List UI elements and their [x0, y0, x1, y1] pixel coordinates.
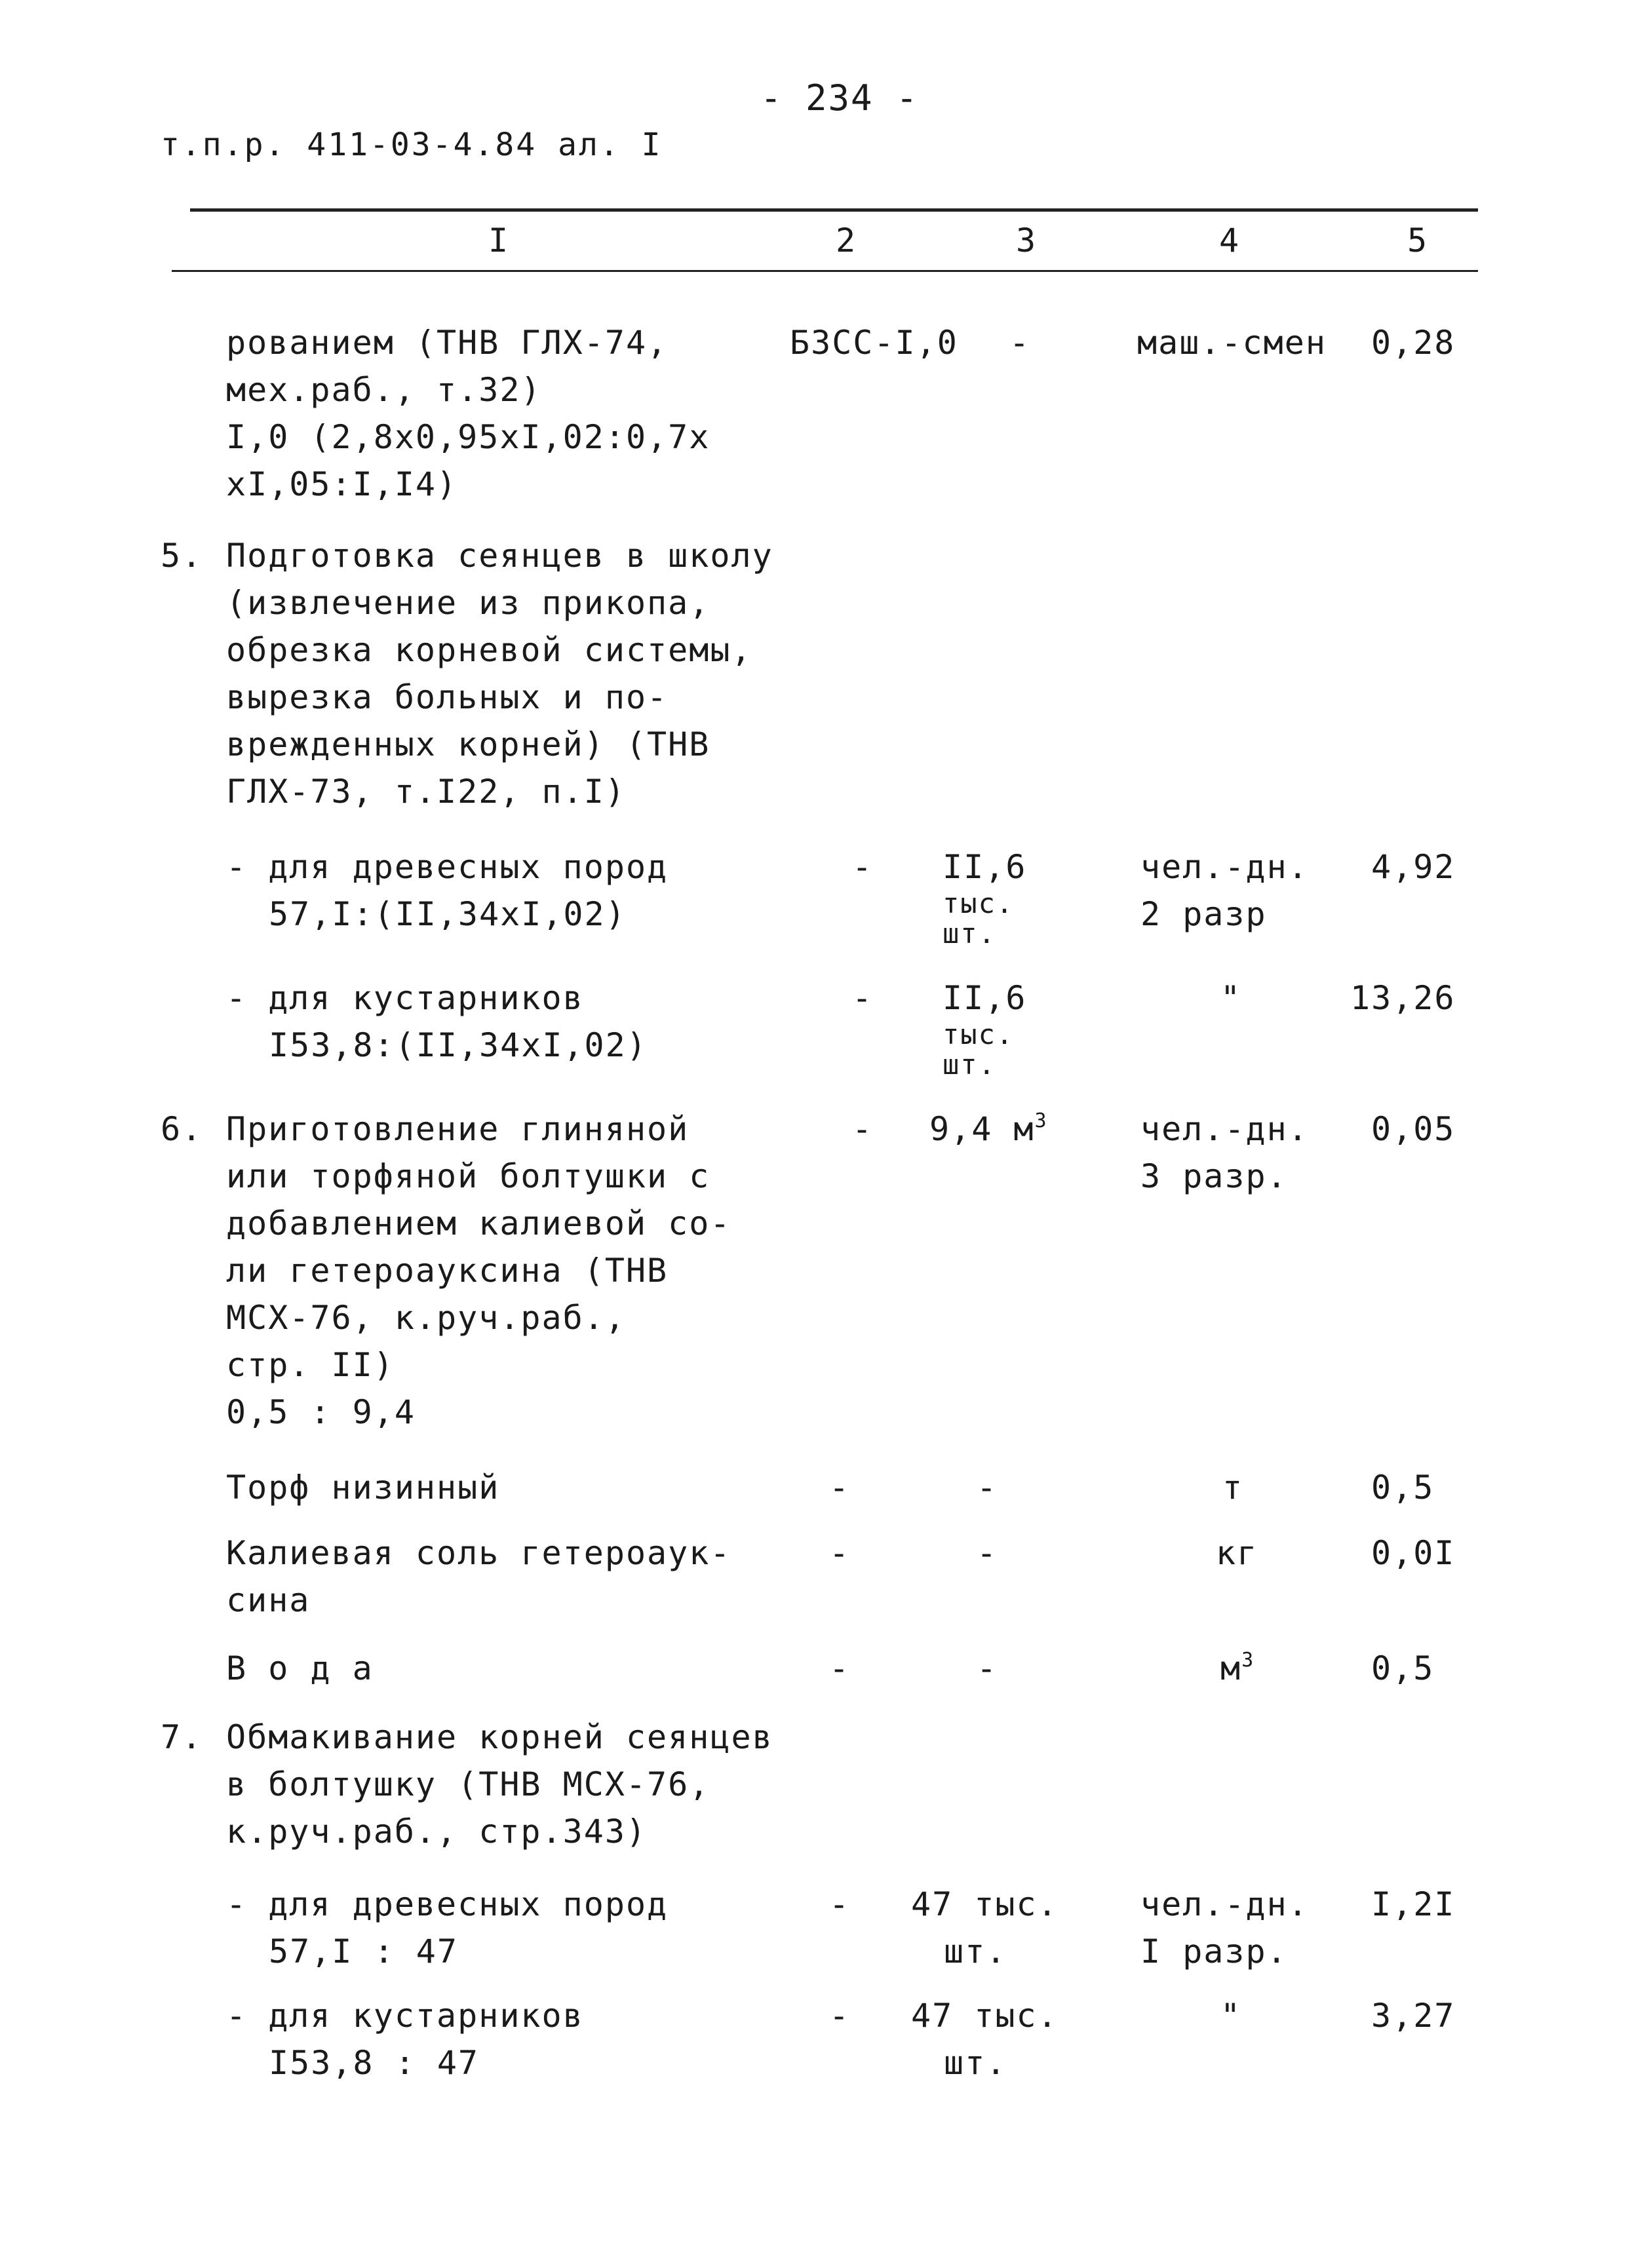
- row-text-line: ли гетероауксина (ТНВ: [226, 1252, 669, 1290]
- cell-quantity-unit: шт.: [944, 2044, 1007, 2082]
- cell-quantity-unit: шт.: [943, 917, 996, 950]
- cell-equipment: -: [829, 1997, 851, 2035]
- cell-unit-ditto: ": [1220, 979, 1242, 1017]
- row-text-line: Калиевая соль гетероаук-: [226, 1534, 731, 1572]
- cell-unit-ditto: ": [1220, 1997, 1242, 2035]
- cell-equipment: БЗСС-I,0: [790, 324, 958, 362]
- row-text-line: или торфяной болтушки с: [226, 1157, 710, 1195]
- row-text-line: рованием (ТНВ ГЛХ-74,: [226, 324, 669, 362]
- unit-value: м: [1220, 1649, 1242, 1687]
- cell-quantity: -: [977, 1534, 998, 1572]
- cell-quantity-unit: тыс.: [943, 887, 1015, 919]
- cell-quantity-unit: шт.: [944, 1932, 1007, 1970]
- row-text-line: Подготовка сеянцев в школу: [226, 537, 773, 575]
- row-text-line: к.руч.раб., стр.343): [226, 1813, 648, 1851]
- cell-equipment: -: [829, 1649, 851, 1687]
- cell-equipment: -: [852, 848, 874, 886]
- cell-equipment: -: [829, 1534, 851, 1572]
- row-text-line: xI,05:I,I4): [226, 465, 458, 503]
- row-text-line: стр. II): [226, 1346, 395, 1384]
- cell-equipment: -: [852, 979, 874, 1017]
- row-text-line: 57,I : 47: [269, 1932, 458, 1970]
- column-header-5: 5: [1407, 221, 1428, 259]
- item-number: 5.: [161, 537, 203, 575]
- cell-value: 0,5: [1371, 1649, 1435, 1687]
- row-text-line: - для кустарников: [226, 979, 584, 1017]
- row-text-line: - для кустарников: [226, 1997, 584, 2035]
- column-header-2: 2: [835, 221, 856, 259]
- cell-value: 0,5: [1371, 1469, 1435, 1507]
- row-text-line: Торф низинный: [226, 1469, 500, 1507]
- cell-quantity: II,6: [943, 848, 1027, 886]
- cell-value: 0,0I: [1371, 1534, 1456, 1572]
- cell-value: 3,27: [1371, 1997, 1456, 2035]
- row-text-line: В о д а: [226, 1649, 374, 1687]
- cell-quantity-unit: тыс.: [943, 1018, 1015, 1050]
- row-text-line: 0,5 : 9,4: [226, 1393, 416, 1431]
- cell-quantity: -: [1009, 324, 1031, 362]
- row-text-line: Приготовление глиняной: [226, 1110, 690, 1148]
- row-text-line: I53,8 : 47: [269, 2044, 480, 2082]
- cell-quantity-unit: шт.: [943, 1048, 996, 1081]
- row-text-line: в болтушку (ТНВ МСХ-76,: [226, 1765, 710, 1803]
- column-header-4: 4: [1218, 221, 1239, 259]
- row-text-line: ГЛХ-73, т.I22, п.I): [226, 773, 626, 811]
- cell-quantity: [929, 1105, 1048, 1153]
- cell-value: 13,26: [1350, 979, 1456, 1017]
- cell-grade: I разр.: [1140, 1932, 1288, 1970]
- cell-unit: чел.-дн.: [1140, 1110, 1309, 1148]
- row-text-line: - для древесных пород: [226, 848, 669, 886]
- table-top-rule: [190, 208, 1478, 212]
- row-text-line: сина: [226, 1581, 311, 1619]
- superscript: 3: [1241, 1649, 1255, 1672]
- cell-unit: чел.-дн.: [1140, 1885, 1309, 1923]
- cell-grade: 2 разр: [1140, 895, 1267, 933]
- superscript: 3: [1034, 1109, 1048, 1132]
- row-text-line: МСХ-76, к.руч.раб.,: [226, 1299, 626, 1337]
- page-number: - 234 -: [760, 77, 919, 119]
- cell-equipment: -: [829, 1469, 851, 1507]
- cell-unit: кг: [1216, 1534, 1258, 1572]
- cell-quantity: -: [977, 1649, 998, 1687]
- cell-value: 0,05: [1371, 1110, 1456, 1148]
- item-number: 7.: [161, 1718, 203, 1756]
- item-number: 6.: [161, 1110, 203, 1148]
- document-reference: т.п.р. 411-03-4.84 ал. I: [161, 126, 663, 163]
- row-text-line: I,0 (2,8x0,95xI,02:0,7x: [226, 418, 710, 456]
- row-text-line: Обмакивание корней сеянцев: [226, 1718, 773, 1756]
- column-header-1: I: [488, 221, 509, 259]
- cell-value: 0,28: [1371, 324, 1456, 362]
- cell-grade: 3 разр.: [1140, 1157, 1288, 1195]
- cell-unit: маш.-смен: [1137, 324, 1327, 362]
- quantity-value: 9,4 м: [929, 1110, 1035, 1148]
- row-text-line: I53,8:(II,34xI,02): [269, 1026, 648, 1064]
- cell-unit: т: [1222, 1469, 1244, 1507]
- row-text-line: 57,I:(II,34xI,02): [269, 895, 627, 933]
- row-text-line: обрезка корневой системы,: [226, 631, 752, 669]
- row-text-line: врежденных корней) (ТНВ: [226, 725, 710, 763]
- cell-equipment: -: [852, 1110, 874, 1148]
- cell-value: 4,92: [1371, 848, 1456, 886]
- table-header-rule: [172, 270, 1478, 272]
- row-text-line: мех.раб., т.32): [226, 371, 542, 409]
- cell-quantity: -: [977, 1469, 998, 1507]
- row-text-line: добавлением калиевой со-: [226, 1204, 731, 1242]
- cell-unit: чел.-дн.: [1140, 848, 1309, 886]
- cell-equipment: -: [829, 1885, 851, 1923]
- cell-quantity: 47 тыс.: [911, 1997, 1059, 2035]
- cell-quantity: 47 тыс.: [911, 1885, 1059, 1923]
- cell-value: I,2I: [1371, 1885, 1456, 1923]
- cell-unit: [1220, 1645, 1255, 1692]
- cell-quantity: II,6: [943, 979, 1027, 1017]
- column-header-3: 3: [1015, 221, 1036, 259]
- row-text-line: (извлечение из прикопа,: [226, 584, 710, 622]
- row-text-line: вырезка больных и по-: [226, 678, 669, 716]
- row-text-line: - для древесных пород: [226, 1885, 669, 1923]
